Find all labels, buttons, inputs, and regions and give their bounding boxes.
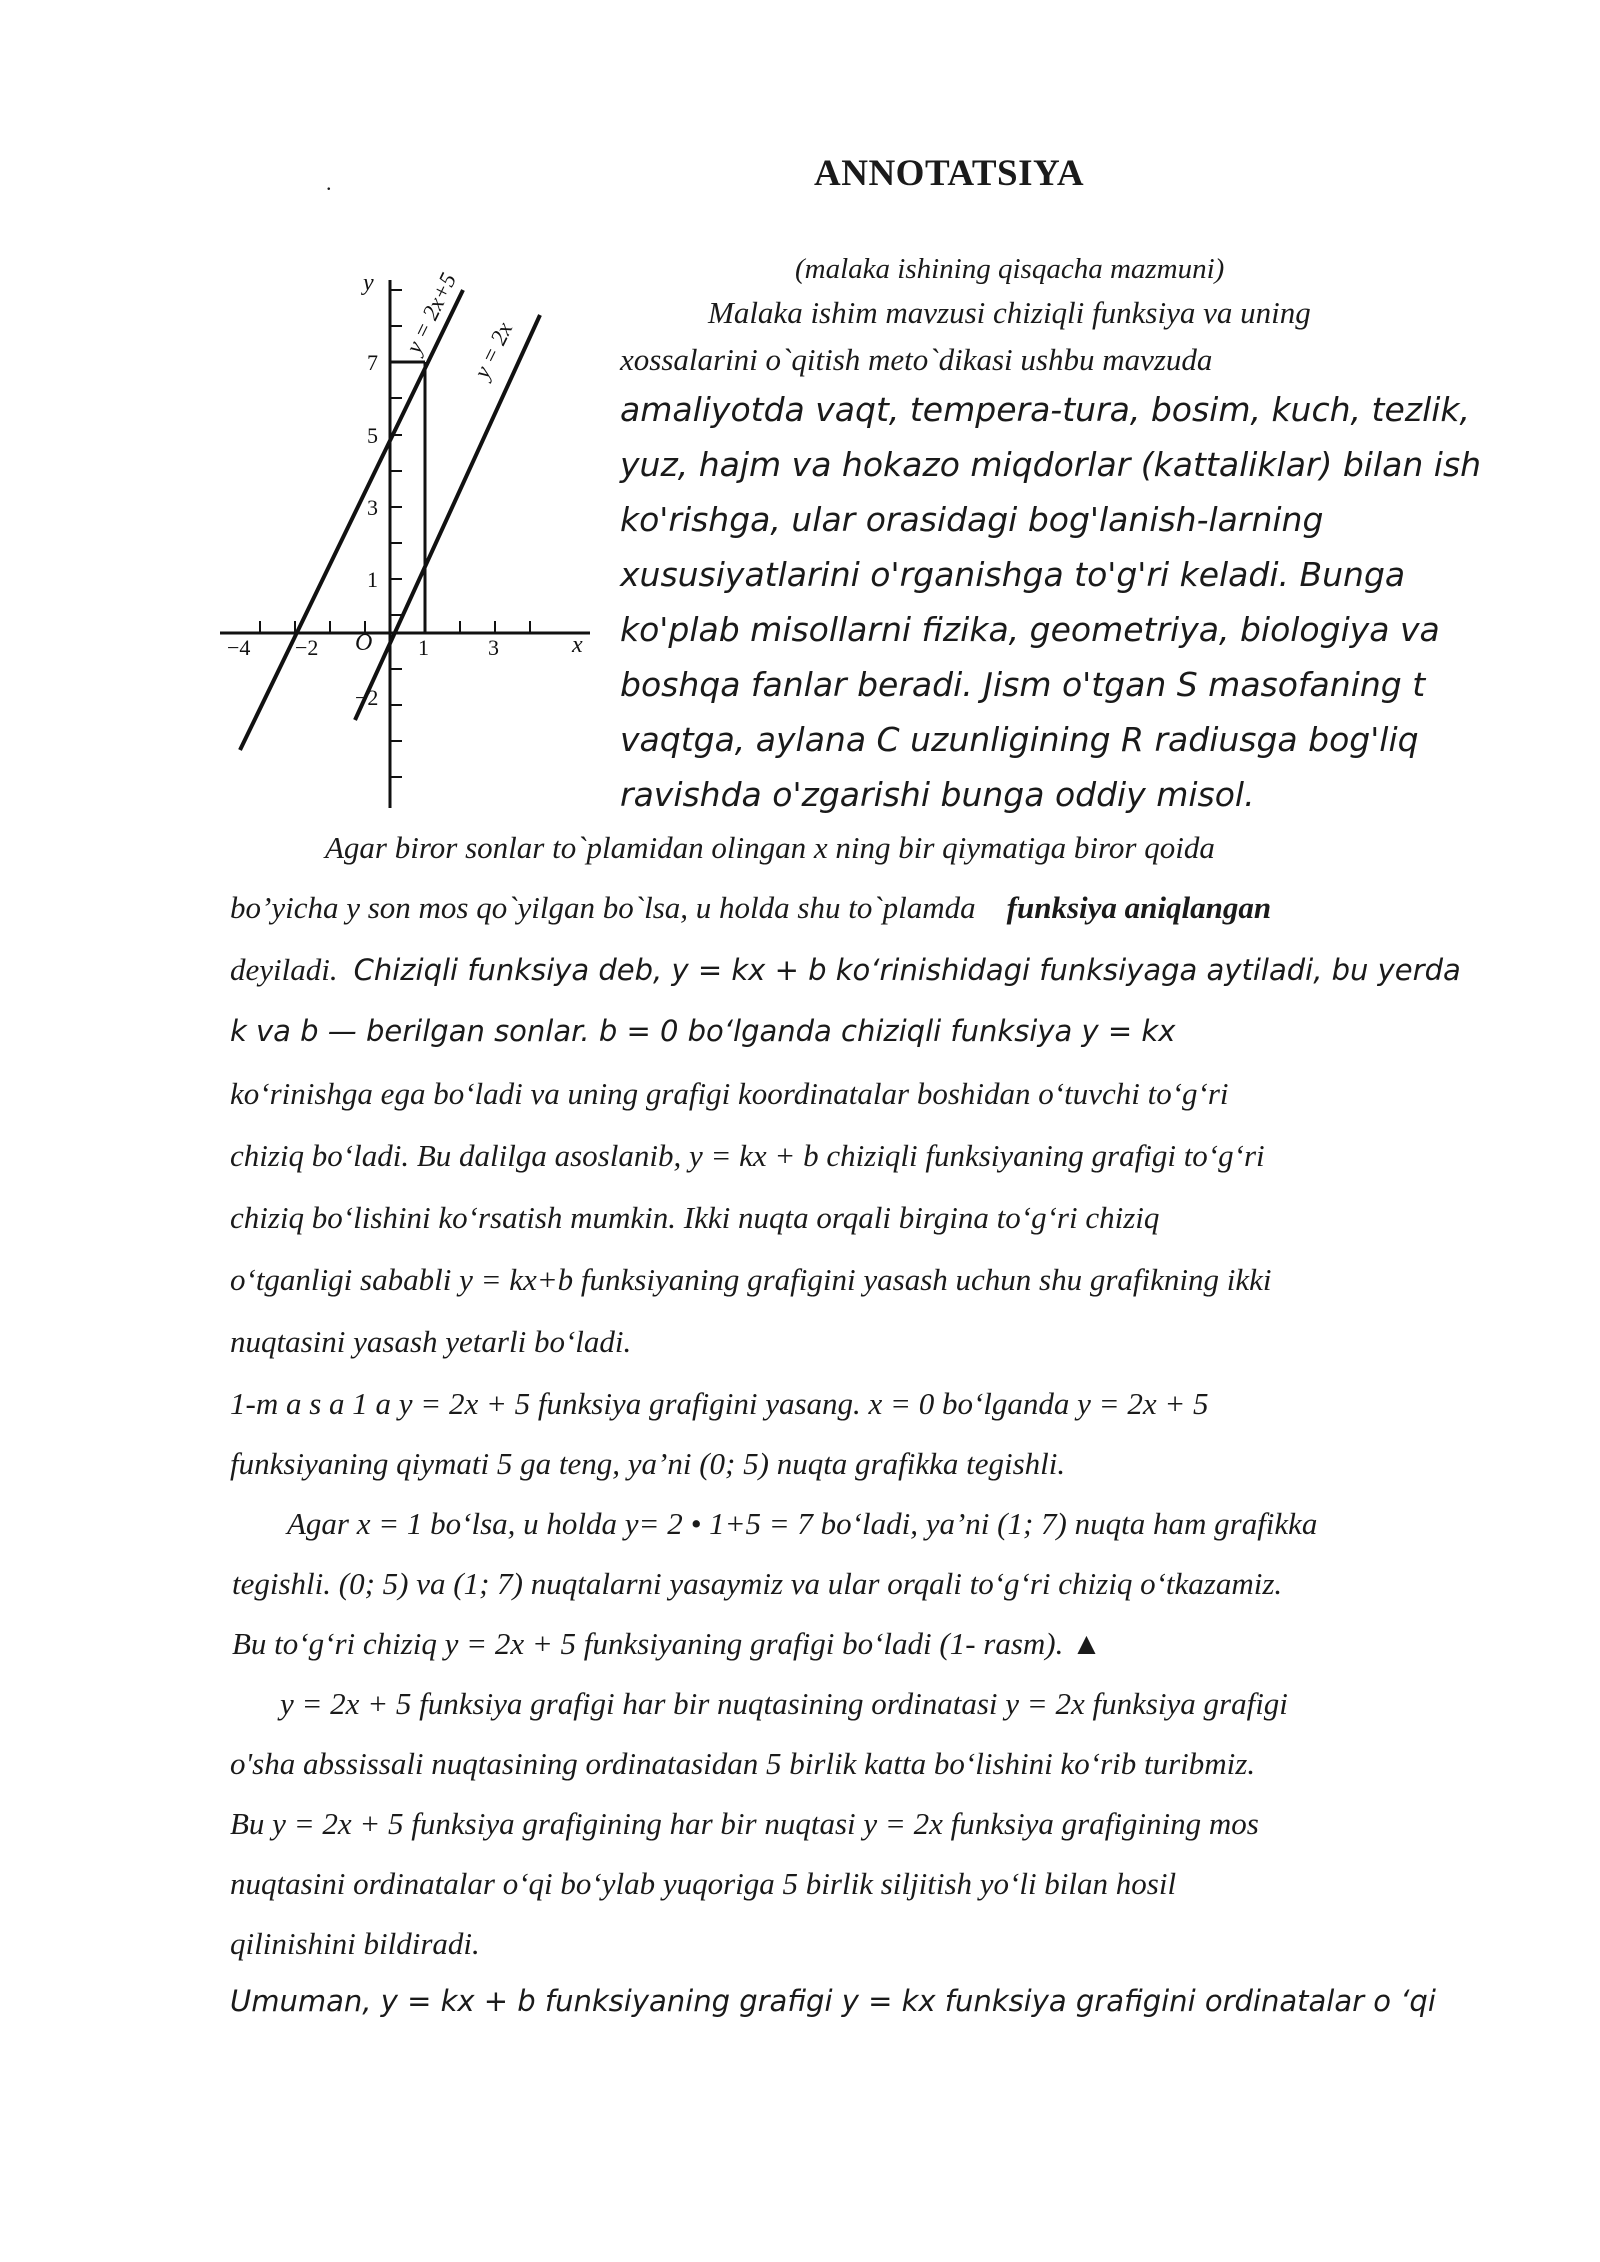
text-line: chiziq bo‘lishini ko‘rsatish mumkin. Ikki nuqta orqali birgina to‘g‘ri chiziq — [230, 1200, 1160, 1235]
text-line: Umuman, y = kx + b funksiyaning grafigi y = kx funksiya grafigini ordinatalar o ‘qi — [230, 1984, 1436, 2018]
text-line: ravishda o'zgarishi bunga oddiy misol. — [620, 775, 1255, 814]
y-tick-label: 7 — [367, 350, 378, 375]
text-line: tegishli. (0; 5) va (1; 7) nuqtalarni yasaymiz va ular orqali to‘g‘ri chiziq o‘tkazamiz. — [232, 1566, 1283, 1601]
x-tick-label: 3 — [488, 635, 499, 660]
text-line: xossalarini o`qitish meto`dikasi ushbu mavzuda — [620, 342, 1213, 377]
page-subtitle: (malaka ishining qisqacha mazmuni) — [795, 253, 1225, 285]
text-span: bo’yicha y son mos qo`yilgan bo`lsa, u holda shu to`plamda — [230, 890, 976, 925]
line-label-2x-plus-5: y = 2x+5 — [401, 268, 462, 358]
text-line: k va b — berilgan sonlar. b = 0 bo‘lganda chiziqli funksiya y = kx — [230, 1014, 1176, 1048]
text-line: Malaka ishim mavzusi chiziqli funksiya va uning — [708, 295, 1311, 330]
text-line: ko'plab misollarni fizika, geometriya, biologiya va — [620, 610, 1440, 649]
x-axis-label: x — [572, 632, 583, 658]
text-line: yuz, hajm va hokazo miqdorlar (kattaliklar) bilan ish — [620, 445, 1482, 484]
line-y-2x-plus-5 — [240, 290, 463, 750]
text-line: nuqtasini ordinatalar o‘qi bo‘ylab yuqoriga 5 birlik siljitish yo‘li bilan hosil — [230, 1866, 1177, 1901]
text-line: Agar x = 1 bo‘lsa, u holda y= 2 • 1+5 = 7 bo‘ladi, ya’ni (1; 7) nuqta ham grafikka — [287, 1506, 1318, 1541]
text-line: Bu to‘g‘ri chiziq y = 2x + 5 funksiyaning grafigi bo‘ladi (1- rasm). ▲ — [232, 1626, 1102, 1661]
x-tick-label: −2 — [295, 635, 319, 660]
text-line: o‘tganligi sababli y = kx+b funksiyaning grafigini yasash uchun shu grafikning ikki — [230, 1262, 1272, 1297]
bold-term: funksiya aniqlangan — [1006, 890, 1272, 925]
text-line: boshqa fanlar beradi. Jism o'tgan S masofaning t — [620, 665, 1426, 704]
y-tick-label: −2 — [355, 685, 379, 710]
x-tick-label: −4 — [227, 635, 251, 660]
stray-dot: . — [326, 170, 332, 195]
text-span: Chiziqli funksiya deb, y = kx + b ko‘rinishidagi funksiyaga aytiladi, bu yerda — [353, 953, 1461, 987]
text-span: deyiladi. — [230, 952, 338, 987]
text-line: ko'rishga, ular orasidagi bog'lanish-larning — [620, 500, 1324, 539]
linear-function-graph — [205, 260, 605, 810]
text-line: chiziq bo‘ladi. Bu dalilga asoslanib, y = kx + b chiziqli funksiyaning grafigi to‘g‘ri — [230, 1138, 1265, 1173]
line-y-2x — [355, 315, 540, 720]
y-tick-label: 5 — [367, 423, 378, 448]
y-tick-label: 3 — [367, 495, 378, 520]
y-axis-label: y — [363, 270, 374, 296]
text-line: Agar biror sonlar to`plamidan olingan x ning bir qiymatiga biror qoida — [325, 830, 1215, 865]
text-line: nuqtasini yasash yetarli bo‘ladi. — [230, 1324, 632, 1359]
text-line: 1-m a s a 1 a y = 2x + 5 funksiya grafigini yasang. x = 0 bo‘lganda y = 2x + 5 — [230, 1386, 1209, 1421]
text-line — [230, 890, 1271, 926]
origin-label: O — [355, 630, 373, 656]
line-label-2x: y = 2x — [469, 318, 518, 383]
text-line: ko‘rinishga ega bo‘ladi va uning grafigi koordinatalar boshidan o‘tuvchi to‘g‘ri — [230, 1076, 1229, 1111]
page-title: ANNOTATSIYA — [814, 153, 1085, 194]
text-line: o'sha abssissali nuqtasining ordinatasidan 5 birlik katta bo‘lishini ko‘rib turibmiz. — [230, 1746, 1256, 1781]
y-tick-label: 1 — [367, 567, 378, 592]
x-tick-label: 1 — [418, 635, 429, 660]
text-line: vaqtga, aylana C uzunligining R radiusga bog'liq — [620, 720, 1419, 759]
text-line: funksiyaning qiymati 5 ga teng, ya’ni (0; 5) nuqta grafikka tegishli. — [230, 1446, 1066, 1481]
text-line: y = 2x + 5 funksiya grafigi har bir nuqtasining ordinatasi y = 2x funksiya grafigi — [280, 1686, 1288, 1721]
text-line: xususiyatlarini o'rganishga to'g'ri keladi. Bunga — [620, 555, 1406, 594]
text-line — [230, 952, 1461, 988]
text-line: Bu y = 2x + 5 funksiya grafigining har bir nuqtasi y = 2x funksiya grafigining mos — [230, 1806, 1259, 1841]
text-line: amaliyotda vaqt, tempera-tura, bosim, kuch, tezlik, — [620, 390, 1471, 429]
text-line: qilinishini bildiradi. — [230, 1926, 480, 1961]
